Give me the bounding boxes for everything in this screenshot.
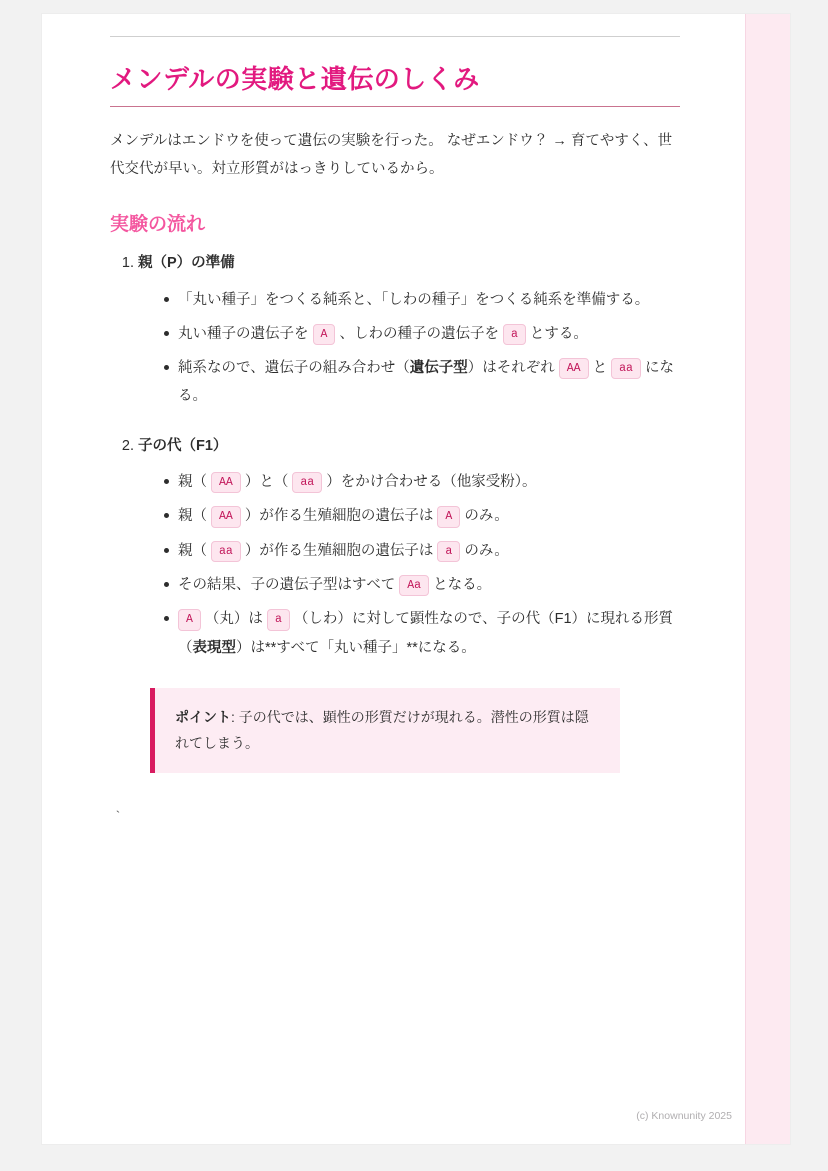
page-margin-strip: [745, 14, 790, 1144]
list-item: [164, 354, 680, 411]
top-divider: [110, 36, 680, 37]
body-text: 親（: [178, 508, 212, 525]
body-text: ）はそれぞれ: [467, 360, 559, 377]
gene-code: AA: [559, 358, 589, 379]
gene-code: a: [267, 609, 290, 630]
body-text: とする。: [525, 325, 588, 342]
step-bullet-list: [138, 286, 680, 411]
body-text: ）と（: [240, 474, 293, 491]
gene-code: Aa: [399, 575, 429, 596]
gene-code: A: [313, 324, 336, 345]
stray-backtick: `: [114, 808, 122, 824]
body-text: 「丸い種子」をつくる純系と、「しわの種子」をつくる純系を準備する。: [178, 291, 650, 308]
emphasis-text: 表現型: [192, 639, 236, 656]
body-text: 丸い種子の遺伝子を: [178, 325, 313, 342]
body-text: 純系なので、遺伝子の組み合わせ（: [178, 360, 410, 377]
gene-code: A: [178, 609, 201, 630]
emphasis-text: 遺伝子型: [409, 360, 468, 377]
list-item: [164, 468, 680, 496]
step-title: 親（P）の準備: [138, 255, 235, 272]
gene-code: AA: [211, 506, 241, 527]
body-text: 、しわの種子の遺伝子を: [335, 325, 503, 342]
body-text: ）が作る生殖細胞の遺伝子は: [240, 542, 438, 559]
body-text: と: [588, 360, 612, 377]
body-text: （丸）は: [200, 611, 267, 628]
gene-code: AA: [211, 472, 241, 493]
body-text: ）をかけ合わせる（他家受粉）。: [322, 474, 537, 491]
page-title: メンデルの実験と遺伝のしくみ: [110, 64, 480, 94]
gene-code: a: [503, 324, 526, 345]
section-heading: 実験の流れ: [110, 214, 206, 236]
gene-code: A: [437, 506, 460, 527]
gene-code: aa: [611, 358, 641, 379]
list-item: [164, 571, 680, 599]
gene-code: aa: [211, 541, 241, 562]
step-title: 子の代（F1）: [138, 437, 228, 454]
body-text: となる。: [429, 576, 492, 593]
document-page: [42, 14, 790, 1144]
list-item: [164, 286, 680, 314]
body-text: ）は**すべて「丸い種子」**になる。: [236, 639, 476, 656]
callout-label: ポイント: [175, 708, 231, 725]
gene-code: aa: [292, 472, 322, 493]
list-item: [164, 502, 680, 530]
body-text: ）が作る生殖細胞の遺伝子は: [240, 508, 438, 525]
footer-copyright: (c) Knownunity 2025: [636, 1110, 732, 1122]
intro-paragraph: メンデルはエンドウを使って遺伝の実験を行った。 なぜエンドウ？ → 育てやすく、世代交代が早い。対立形質がはっきりしているから。: [110, 132, 673, 177]
step-item: [138, 433, 680, 662]
body-text: のみ。: [460, 542, 509, 559]
title-divider: [110, 106, 680, 107]
body-text: になる。: [178, 360, 674, 405]
callout-point: [150, 688, 620, 773]
steps-list: [110, 250, 680, 662]
body-text: のみ。: [460, 508, 509, 525]
list-item: [164, 605, 680, 662]
body-text: その結果、子の遺伝子型はすべて: [178, 576, 400, 593]
body-text: 親（: [178, 474, 212, 491]
callout-text: : 子の代では、顕性の形質だけが現れる。潜性の形質は隠れてしまう。: [175, 708, 589, 752]
list-item: [164, 320, 680, 348]
step-bullet-list: [138, 468, 680, 662]
gene-code: a: [437, 541, 460, 562]
document-content: [42, 14, 746, 1144]
step-item: [138, 250, 680, 411]
body-text: 親（: [178, 542, 212, 559]
list-item: [164, 537, 680, 565]
body-text: （しわ）に対して顕性なので、子の代（F1）に現れる形質（: [178, 611, 674, 656]
